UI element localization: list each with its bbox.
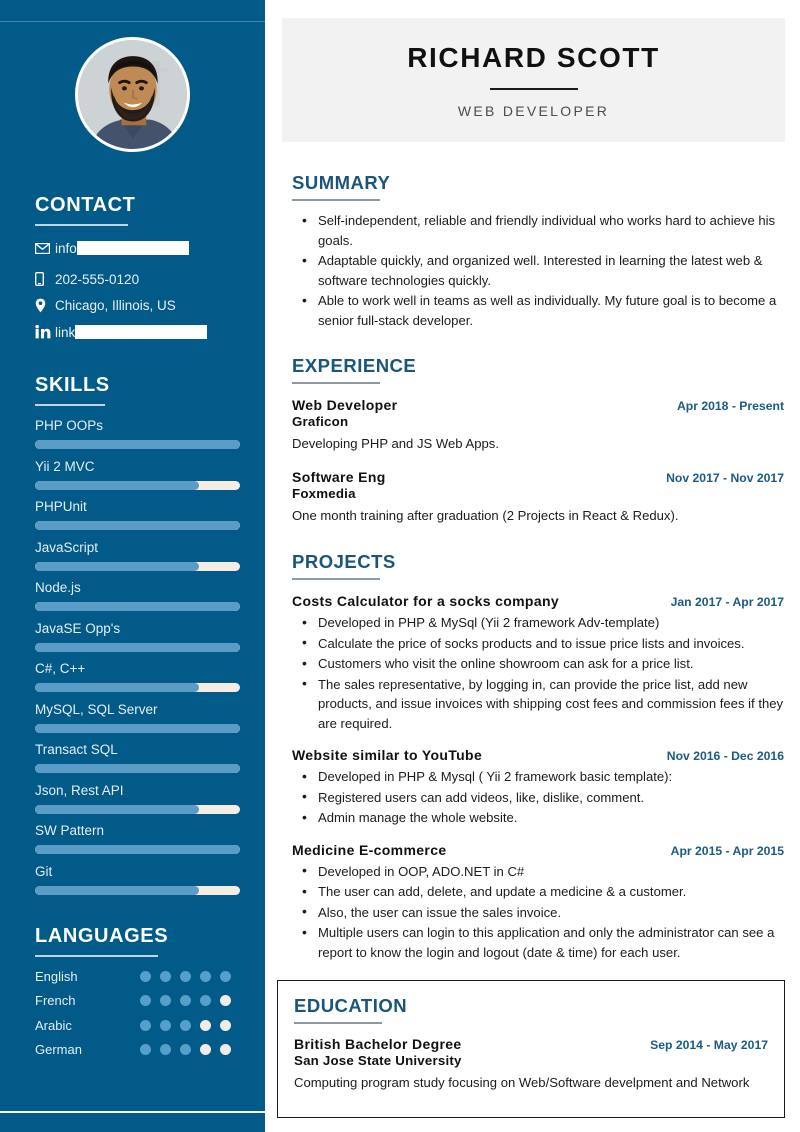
skill-item [35, 416, 240, 457]
skill-label: Transact SQL [35, 742, 118, 757]
skill-bar-track [35, 886, 240, 895]
entry-role: British Bachelor Degree [294, 1036, 462, 1052]
name-divider [490, 88, 578, 90]
entry-date: Apr 2015 - Apr 2015 [670, 843, 784, 858]
rating-dot-filled [140, 995, 151, 1006]
rating-dot-filled [180, 1044, 191, 1055]
language-item [35, 1038, 240, 1063]
entry-organization: Graficon [292, 414, 349, 429]
envelope-icon [35, 240, 55, 256]
skill-bar-fill [35, 602, 240, 611]
skill-bar-fill [35, 440, 240, 449]
entry-bullet: • Registered users can add videos, like, dislike, comment. [292, 788, 784, 808]
experience-title-rule [292, 382, 380, 384]
skill-item [35, 821, 240, 862]
contact-row-email[interactable] [35, 238, 189, 258]
experience-section [292, 355, 784, 525]
contact-location-text: Chicago, Illinois, US [55, 297, 176, 313]
entry-role: Software Eng [292, 469, 386, 485]
education-section [277, 980, 785, 1118]
entry-description: Computing program study focusing on Web/Software develpment and Network [294, 1075, 750, 1090]
skill-bar-track [35, 562, 240, 571]
skill-item [35, 740, 240, 781]
sidebar-bottom-divider [0, 1111, 265, 1113]
mobile-phone-icon [35, 271, 55, 287]
job-title: WEB DEVELOPER [457, 102, 610, 119]
skill-label: Node.js [35, 580, 81, 595]
experience-entry [292, 469, 784, 525]
skill-bar-track [35, 724, 240, 733]
contact-email-text: info [55, 240, 77, 256]
language-item [35, 989, 240, 1014]
project-entry [292, 593, 784, 733]
language-label: French [35, 993, 76, 1009]
skill-bar-track [35, 440, 240, 449]
skill-bar-track [35, 683, 240, 692]
languages-section-title: LANGUAGES [35, 925, 169, 947]
skill-bar-fill [35, 845, 240, 854]
summary-bullet: • Self-independent, reliable and friendly individual who works hard to achieve his goals. [292, 211, 784, 250]
experience-entry [292, 397, 784, 453]
language-rating [140, 971, 231, 982]
education-title: EDUCATION [294, 995, 408, 1016]
entry-bullet: • Multiple users can login to this application and only the administrator can see a report to know the login and logout (date & time) for each user. [292, 923, 784, 962]
rating-dot-filled [180, 971, 191, 982]
skill-item [35, 497, 240, 538]
skill-bar-fill [35, 562, 199, 571]
entry-organization: Foxmedia [292, 486, 356, 501]
sidebar-top-divider [0, 21, 265, 22]
skill-bar-fill [35, 724, 240, 733]
redaction-box-email [77, 241, 189, 255]
summary-title: SUMMARY [292, 172, 391, 193]
education-title-rule [294, 1022, 382, 1024]
entry-role: Costs Calculator for a socks company [292, 593, 560, 609]
rating-dot-filled [200, 995, 211, 1006]
entry-header [292, 593, 784, 609]
avatar-photo [78, 40, 187, 149]
name-band [282, 18, 785, 142]
skill-item [35, 659, 240, 700]
languages-list [35, 964, 240, 1062]
skill-label: Git [35, 863, 53, 879]
rating-dot-filled [140, 1020, 151, 1031]
skill-label: C#, C++ [35, 661, 86, 676]
skill-bar-track [35, 764, 240, 773]
education-entry-list [294, 1036, 768, 1092]
skill-item [35, 578, 240, 619]
entry-bullet: • Developed in PHP & Mysql ( Yii 2 framework basic template): [292, 767, 784, 787]
entry-header [292, 469, 784, 485]
summary-bullet-list [292, 211, 784, 330]
entry-header [292, 747, 784, 763]
entry-bullet-list [292, 613, 784, 733]
language-rating [140, 1044, 231, 1055]
rating-dot-filled [160, 1020, 171, 1031]
rating-dot-empty [220, 995, 231, 1006]
entry-date: Jan 2017 - Apr 2017 [670, 595, 784, 609]
languages-title-rule [35, 955, 158, 957]
skill-label: JavaScript [35, 539, 99, 555]
entry-date: Apr 2018 - Present [676, 399, 784, 413]
rating-dot-filled [200, 971, 211, 982]
skill-item [35, 457, 240, 498]
project-entry [292, 747, 784, 828]
entry-header [292, 842, 784, 858]
entry-bullet: • Customers who visit the online showroom can ask for a price list. [292, 654, 784, 674]
skills-list [35, 416, 240, 902]
contact-row-phone[interactable] [35, 269, 139, 289]
skill-label: PHPUnit [35, 499, 87, 514]
entry-header [294, 1036, 768, 1052]
entry-bullet-list [292, 767, 784, 828]
rating-dot-filled [160, 1044, 171, 1055]
skill-bar-fill [35, 481, 199, 490]
rating-dot-empty [200, 1020, 211, 1031]
rating-dot-filled [220, 971, 231, 982]
entry-date: Sep 2014 - May 2017 [650, 1038, 768, 1052]
skill-item [35, 538, 240, 579]
entry-header [292, 397, 784, 413]
entry-description: One month training after graduation (2 Projects in React & Redux). [292, 508, 679, 523]
skill-bar-fill [35, 886, 199, 895]
skill-bar-track [35, 805, 240, 814]
entry-bullet: • Admin manage the whole website. [292, 808, 784, 828]
language-rating [140, 1020, 231, 1031]
entry-bullet-list [292, 862, 784, 963]
avatar [75, 37, 190, 152]
language-label: Arabic [35, 1017, 72, 1033]
skill-bar-track [35, 481, 240, 490]
rating-dot-empty [220, 1020, 231, 1031]
rating-dot-filled [160, 995, 171, 1006]
skill-label: MySQL, SQL Server [35, 701, 158, 717]
rating-dot-filled [140, 1044, 151, 1055]
skill-label: PHP OOPs [35, 418, 104, 433]
project-entry [292, 842, 784, 963]
sidebar [0, 0, 265, 1132]
language-label: German [35, 1042, 82, 1058]
projects-entry-list [292, 593, 784, 962]
entry-role: Medicine E-commerce [292, 841, 447, 858]
language-item [35, 964, 240, 989]
entry-bullet: • Also, the user can issue the sales invoice. [292, 903, 784, 923]
language-label: English [35, 968, 78, 984]
entry-bullet: • The user can add, delete, and update a medicine & a customer. [292, 882, 784, 902]
linkedin-icon [35, 324, 55, 340]
language-rating [140, 995, 231, 1006]
contact-title-rule [35, 224, 128, 226]
entry-bullet: • Developed in OOP, ADO.NET in C# [292, 862, 784, 882]
rating-dot-filled [180, 1020, 191, 1031]
education-entry [294, 1036, 768, 1092]
skills-section-title: SKILLS [35, 374, 110, 396]
skill-bar-fill [35, 521, 240, 530]
entry-date: Nov 2016 - Dec 2016 [666, 749, 784, 763]
skill-label: JavaSE Opp's [35, 620, 121, 636]
skill-label: Yii 2 MVC [35, 458, 95, 474]
skill-item [35, 619, 240, 660]
entry-description: Developing PHP and JS Web Apps. [292, 436, 499, 451]
summary-title-rule [292, 199, 380, 201]
skill-bar-fill [35, 805, 199, 814]
main-column [265, 0, 800, 1132]
rating-dot-filled [180, 995, 191, 1006]
skill-bar-track [35, 643, 240, 652]
skill-item [35, 781, 240, 822]
skill-item [35, 862, 240, 903]
contact-row-linkedin[interactable] [35, 322, 207, 342]
entry-bullet: • Developed in PHP & MySql (Yii 2 framework Adv-template) [292, 613, 784, 633]
entry-bullet: • Calculate the price of socks products and to issue price lists and invoices. [292, 634, 784, 654]
skill-bar-fill [35, 764, 240, 773]
rating-dot-filled [140, 971, 151, 982]
entry-date: Nov 2017 - Nov 2017 [666, 471, 784, 485]
entry-role: Web Developer [292, 397, 398, 413]
map-pin-icon [35, 297, 55, 313]
summary-section [292, 172, 784, 331]
rating-dot-filled [160, 971, 171, 982]
projects-section [292, 551, 784, 963]
projects-title: PROJECTS [292, 551, 396, 572]
contact-phone-text: 202-555-0120 [55, 271, 140, 287]
rating-dot-empty [200, 1044, 211, 1055]
skills-title-rule [35, 404, 105, 406]
experience-entry-list [292, 397, 784, 525]
contact-linkedin-text: link [55, 324, 76, 340]
summary-bullet: • Able to work well in teams as well as individually. My future goal is to become a senior full-stack developer. [292, 291, 784, 330]
rating-dot-empty [220, 1044, 231, 1055]
skill-bar-track [35, 602, 240, 611]
skill-item [35, 700, 240, 741]
entry-bullet: • The sales representative, by logging in, can provide the price list, add new products, and issue invoices with shipping cost fees and commission fees if they are required. [292, 675, 784, 734]
skill-label: SW Pattern [35, 823, 105, 838]
entry-role: Website similar to YouTube [292, 747, 483, 763]
skill-label: Json, Rest API [35, 782, 124, 798]
skill-bar-track [35, 845, 240, 854]
skill-bar-fill [35, 643, 240, 652]
skill-bar-fill [35, 683, 199, 692]
entry-organization: San Jose State University [294, 1053, 462, 1068]
projects-title-rule [292, 578, 380, 580]
language-item [35, 1013, 240, 1038]
skill-bar-track [35, 521, 240, 530]
summary-bullet: • Adaptable quickly, and organized well. Interested in learning the latest web & software technologies quickly. [292, 251, 784, 290]
contact-row-location [35, 295, 176, 315]
page-title: RICHARD SCOTT [407, 41, 660, 73]
redaction-box-linkedin [75, 325, 207, 339]
experience-title: EXPERIENCE [292, 355, 417, 376]
contact-section-title: CONTACT [35, 194, 136, 216]
